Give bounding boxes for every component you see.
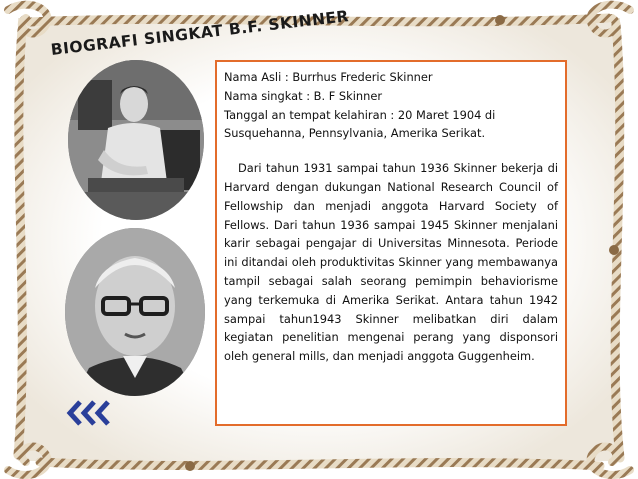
birth-line-2: Susquehanna, Pennsylvania, Amerika Serikat.	[224, 126, 486, 141]
portrait-photo-elder	[65, 228, 205, 396]
biography-paragraph: Dari tahun 1931 sampai tahun 1936 Skinner bekerja di Harvard dengan dukungan National Research Council of Fellowship dan menjadi anggota Harvard Society of Fellows. Dari tahun 1936 sampai 1945 Skinner menjalani karir sebagai pengajar di Universitas Minnesota. Periode ini ditandai oleh produktivitas Skinner yang membawanya tampil sebagai salah seorang pemimpin behaviorisme yang terkemuka di Amerika Serikat. Antara tahun 1942 sampai tahun1943 Skinner melibatkan diri dalam kegiatan penelitian mengenai perang yang disponsori oleh general mills, dan menjadi anggota Guggenheim.	[224, 161, 558, 364]
back-navigation-button[interactable]	[64, 398, 114, 428]
short-name-line: Nama singkat : B. F Skinner	[224, 88, 383, 103]
full-name-line: Nama Asli : Burrhus Frederic Skinner	[224, 70, 433, 84]
biography-box	[215, 60, 567, 426]
birth-line-1: Tanggal an tempat kelahiran : 20 Maret 1904 di	[224, 107, 496, 122]
portrait-photo-young	[68, 60, 204, 220]
slide-title: BIOGRAFI SINGKAT B.F. SKINNER	[49, 7, 350, 60]
triple-chevron-left-icon	[64, 398, 114, 428]
